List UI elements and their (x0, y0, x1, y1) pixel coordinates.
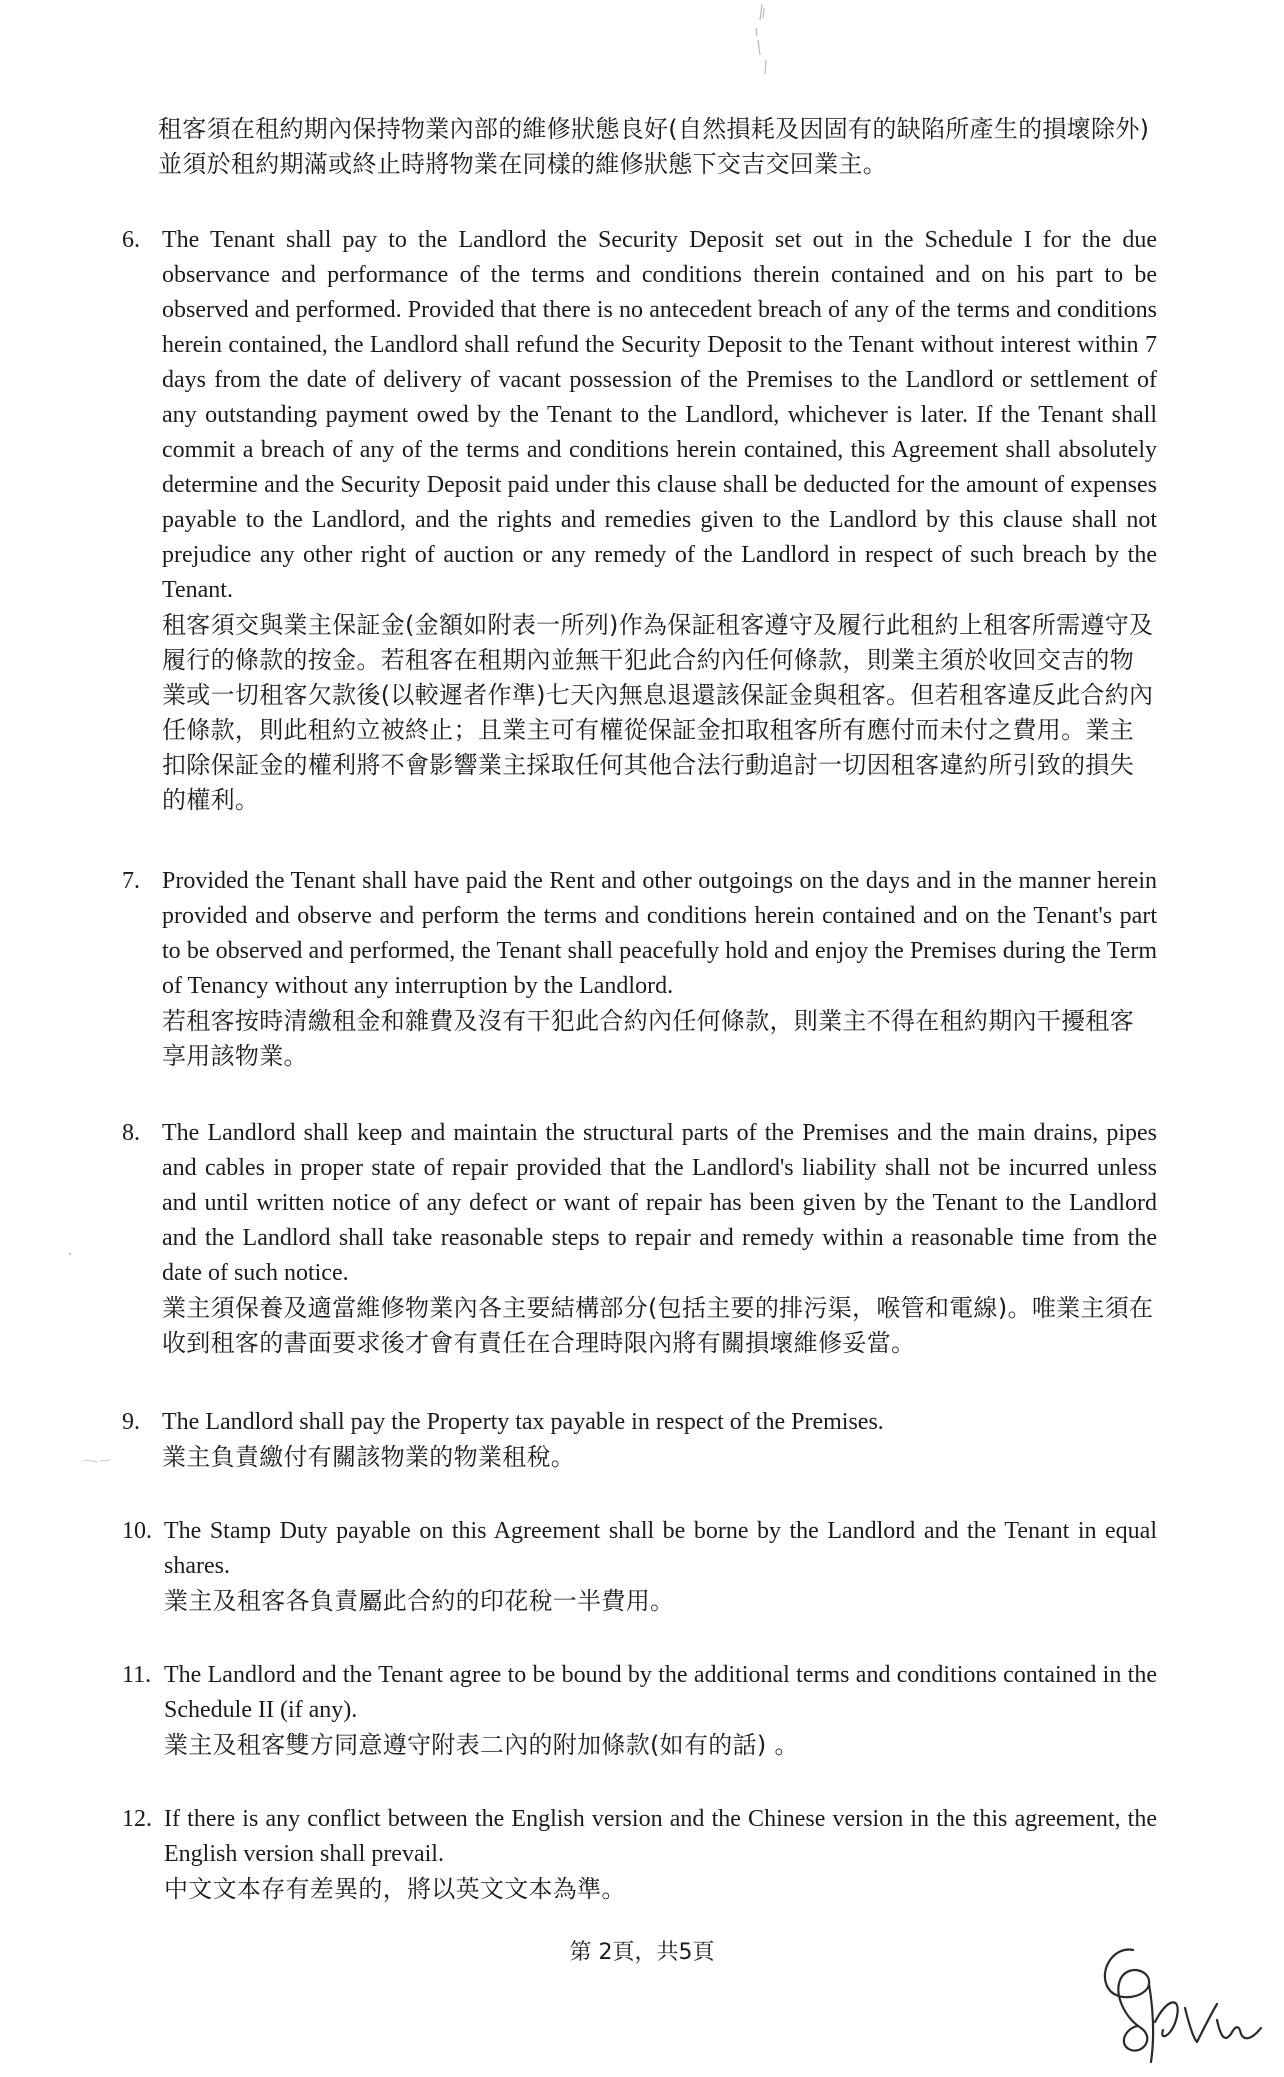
clause-number: 9. (122, 1409, 140, 1435)
page-number: 第 2頁，共5頁 (569, 1940, 715, 1965)
clause-text-en: The Landlord and the Tenant agree to be bound by the additional terms and conditions contained in the Schedule II (if any). (164, 1662, 1157, 1723)
clause-text-en: The Stamp Duty payable on this Agreement shall be borne by the Landlord and the Tenant in equal shares. (164, 1518, 1157, 1579)
clause-12 (122, 1802, 1157, 1907)
clause-number: 6. (122, 227, 140, 253)
clause-text-zh: 業主須保養及適當維修物業內各主要結構部分(包括主要的排污渠，喉管和電線)。唯業主須在收到租客的書面要求後才會有責任在合理時限內將有關損壞維修妥當。 (162, 1294, 1154, 1357)
clause-text-zh: 業主負責繳付有關該物業的物業租稅。 (162, 1443, 576, 1471)
scan-artifacts (0, 0, 140, 1500)
clause-text-zh: 業主及租客各負責屬此合約的印花稅一半費用。 (164, 1587, 675, 1615)
clause-text-zh: 若租客按時清繳租金和雜費及沒有干犯此合約內任何條款，則業主不得在租約期內干擾租客享用該物業。 (162, 1007, 1134, 1070)
clause-text-zh: 業主及租客雙方同意遵守附表二內的附加條款(如有的話) 。 (164, 1731, 799, 1759)
clause-text-zh: 中文文本存有差異的，將以英文文本為準。 (164, 1875, 626, 1903)
clause-number: 10. (122, 1518, 152, 1544)
clause-8 (122, 1116, 1157, 1361)
clause-11 (122, 1658, 1157, 1763)
clause-10 (122, 1514, 1157, 1619)
clause-number: 7. (122, 868, 140, 894)
clause-text-en: Provided the Tenant shall have paid the Rent and other outgoings on the days and in the manner herein provided and observe and perform the terms and conditions herein contained and on the Tenant's part to be observed and performed, the Tenant shall peacefully hold and enjoy the Premises during the Term of Tenancy without any interruption by the Landlord. (162, 868, 1157, 999)
clause-text-en: The Landlord shall keep and maintain the structural parts of the Premises and the main drains, pipes and cables in proper state of repair provided that the Landlord's liability shall not be incurred unless and until written notice of any defect or want of repair has been given by the Tenant to the Landlord and the Landlord shall take reasonable steps to repair and remedy within a reasonable time from the date of such notice. (162, 1120, 1157, 1286)
clause-9 (122, 1405, 1157, 1475)
clause-text-en: The Landlord shall pay the Property tax payable in respect of the Premises. (162, 1409, 884, 1435)
clause-number: 8. (122, 1120, 140, 1146)
scan-speck-mark (748, 0, 778, 80)
clause-7 (122, 864, 1157, 1074)
handwritten-signature (1085, 1938, 1275, 2073)
clause-number: 11. (122, 1662, 152, 1688)
clause-6 (122, 223, 1157, 818)
clause-text-zh: 租客須交與業主保証金(金額如附表一所列)作為保証租客遵守及履行此租約上租客所需遵守及履行的條款的按金。若租客在租期內並無干犯此合約內任何條款，則業主須於收回交吉的物業或一切租客欠款後(以較遲者作準)七天內無息退還該保証金與租客。但若租客違反此合約內任條款，則此租約立被終止；且業主可有權從保証金扣取租客所有應付而未付之費用。業主扣除保証金的權利將不會影響業主採取任何其他合法行動追討一切因租客違約所引致的損失的權利。 (162, 611, 1154, 814)
clause-text-en: The Tenant shall pay to the Landlord the Security Deposit set out in the Schedule I for the due observance and performance of the terms and conditions therein contained and on his part to be observed and performed. Provided that there is no antecedent breach of any of the terms and conditions herein contained, the Landlord shall refund the Security Deposit to the Tenant without interest within 7 days from the date of delivery of vacant possession of the Premises to the Landlord or settlement of any outstanding payment owed by the Tenant to the Landlord, whichever is later. If the Tenant shall commit a breach of any of the terms and conditions herein contained, this Agreement shall absolutely determine and the Security Deposit paid under this clause shall be deducted for the amount of expenses payable to the Landlord, and the rights and remedies given to the Landlord by this clause shall not prejudice any other right of auction or any remedy of the Landlord in respect of such breach by the Tenant. (162, 227, 1157, 603)
clause-number: 12. (122, 1806, 152, 1832)
intro-clause-zh: 租客須在租約期內保持物業內部的維修狀態良好(自然損耗及因固有的缺陷所產生的損壞除外)並須於租約期滿或終止時將物業在同樣的維修狀態下交吉交回業主。 (158, 115, 1150, 178)
clause-text-en: If there is any conflict between the English version and the Chinese version in the this agreement, the English version shall prevail. (164, 1806, 1157, 1867)
